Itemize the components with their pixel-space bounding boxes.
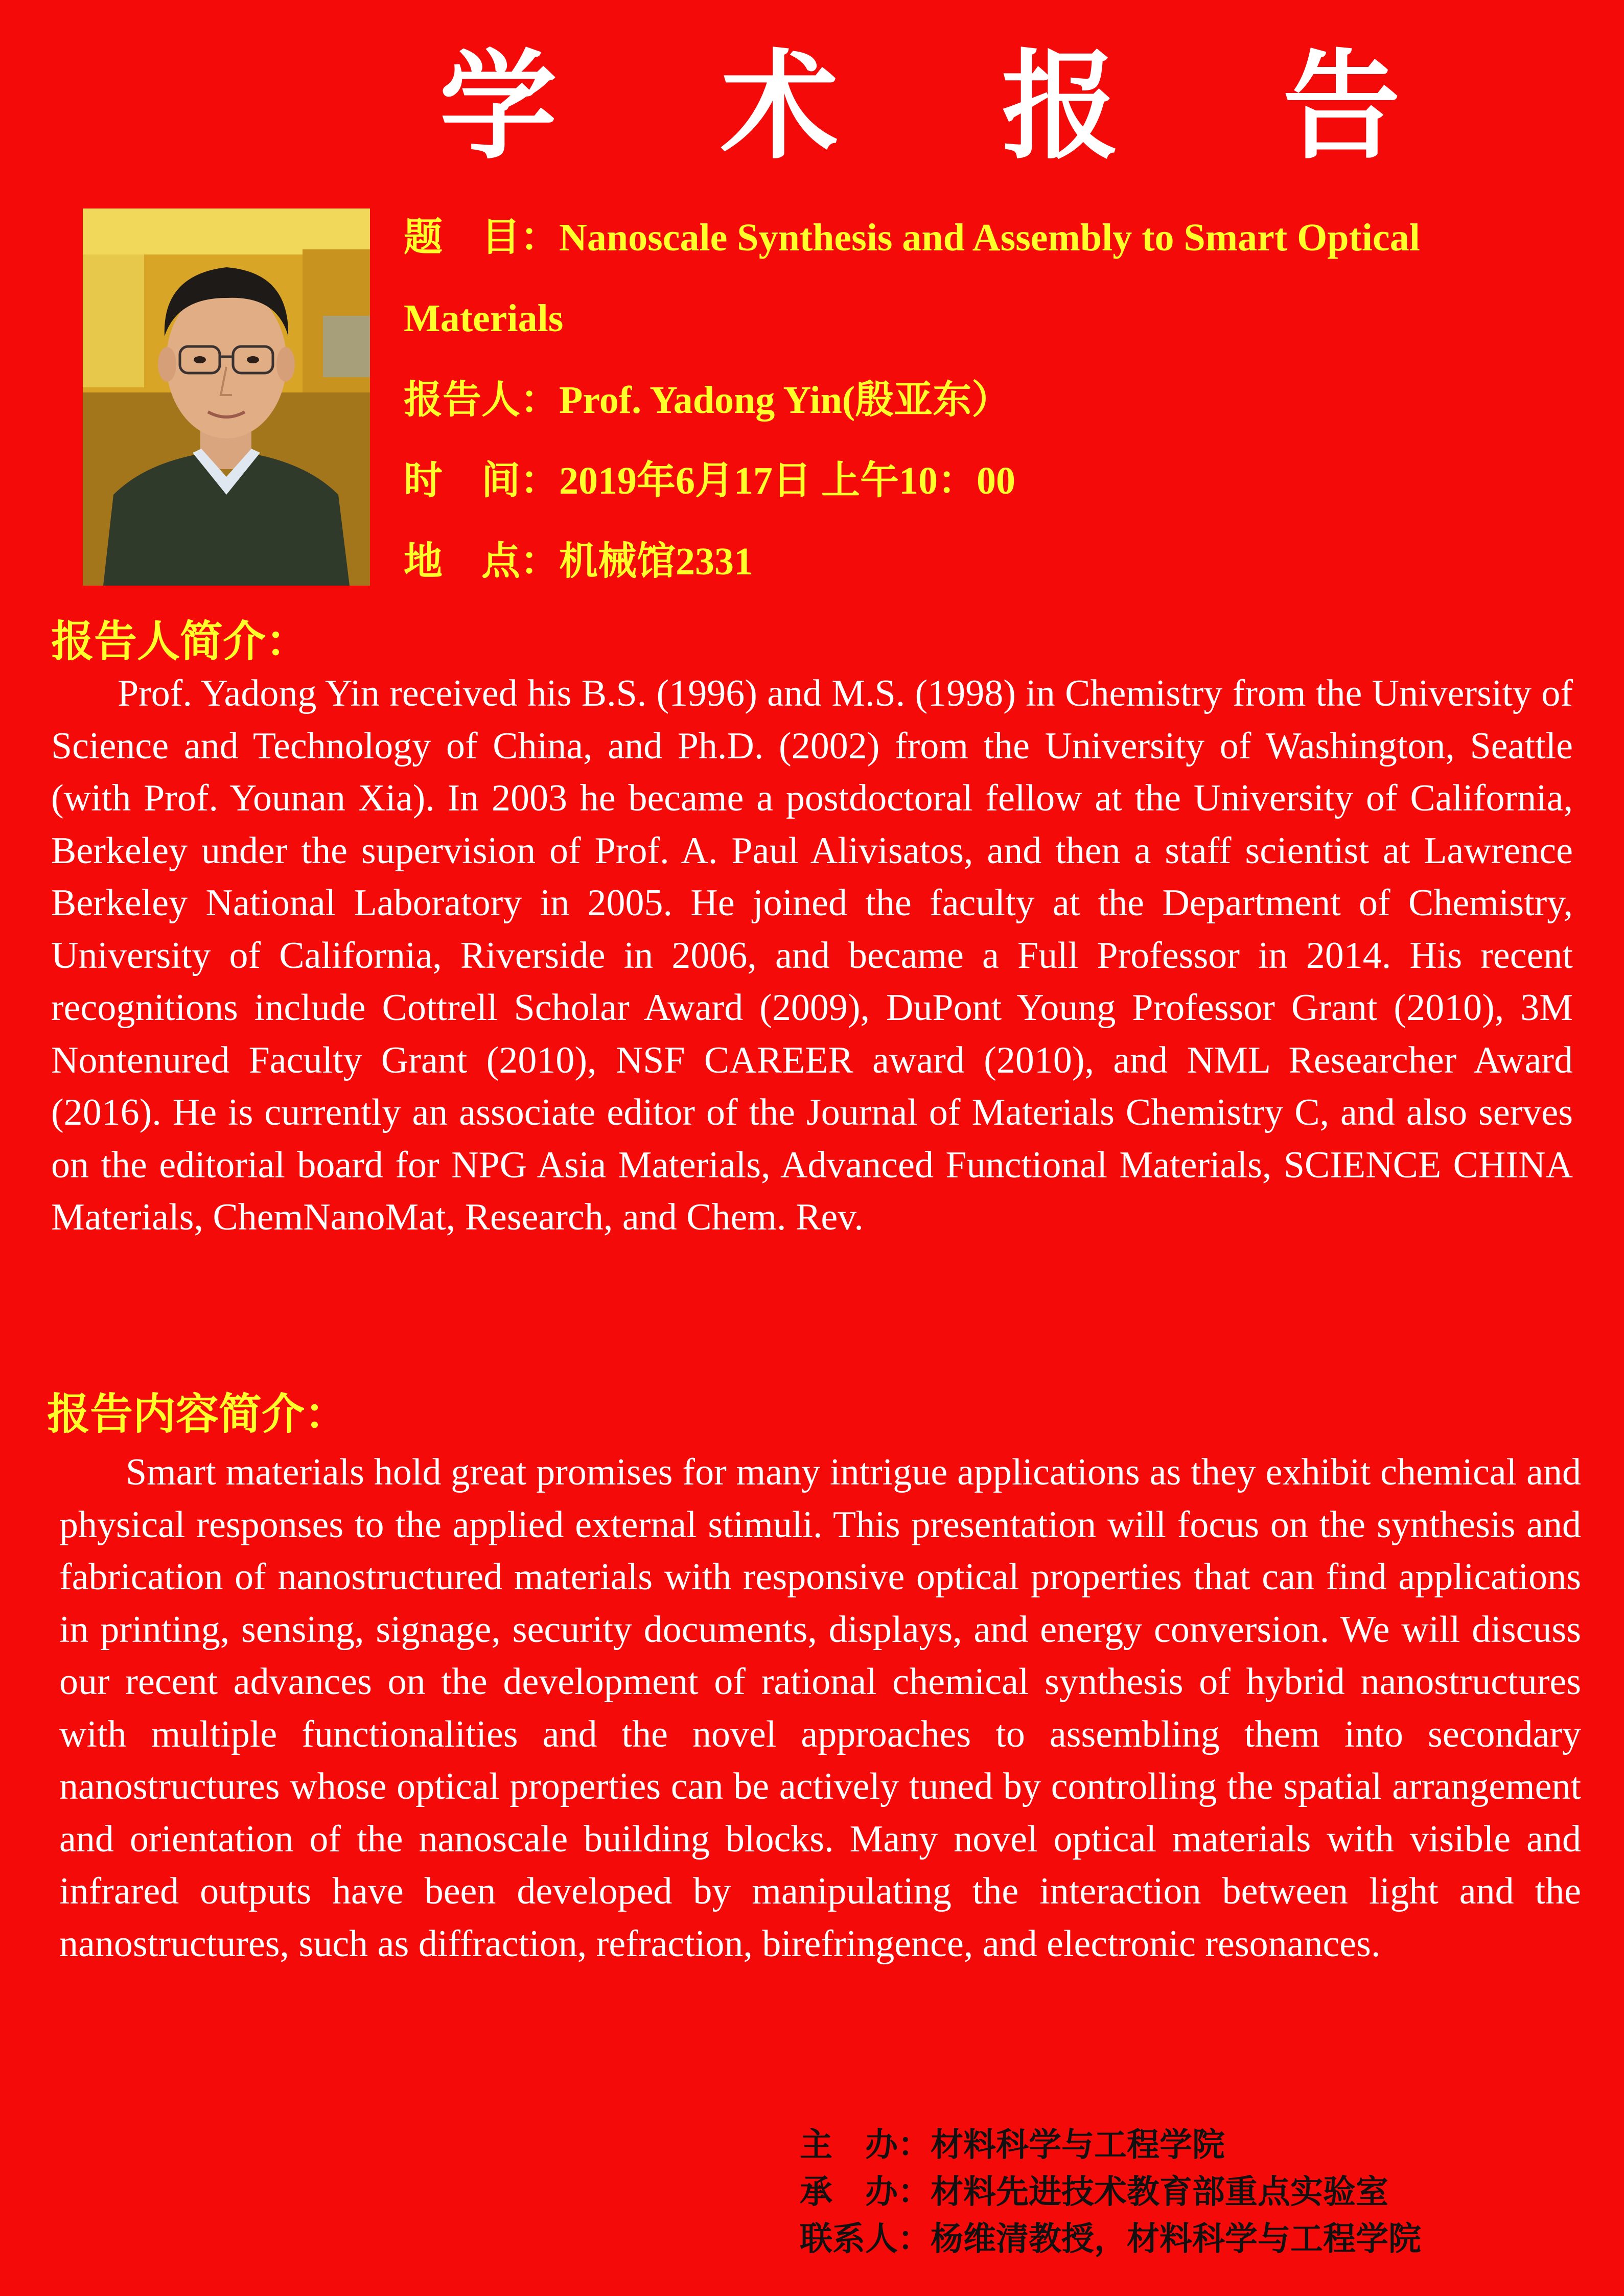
speaker-photo (83, 208, 370, 586)
topic-value-line1: Nanoscale Synthesis and Assembly to Smart Optical (559, 216, 1420, 259)
footer-host: 主 办：材料科学与工程学院 (800, 2126, 1225, 2164)
place-value: 机械馆2331 (559, 540, 753, 583)
speaker-value: Prof. Yadong Yin(殷亚东） (559, 379, 1011, 422)
topic-row (404, 212, 1420, 263)
footer-contact: 联系人：杨维清教授，材料科学与工程学院 (800, 2220, 1421, 2258)
speaker-label: 报告人： (404, 377, 559, 422)
footer-organizer: 承 办：材料先进技术教育部重点实验室 (800, 2173, 1388, 2211)
time-label: 时 间： (404, 457, 559, 503)
abstract-heading: 报告内容简介： (47, 1389, 348, 1439)
topic-row-continued (404, 292, 563, 344)
speaker-row (404, 374, 1010, 426)
topic-label: 题 目： (404, 214, 559, 260)
speaker-portrait-icon (83, 208, 370, 586)
abstract-text: Smart materials hold great promises for many intrigue applications as they exhibit chemical and physical responses to the applied external stimuli. This presentation will focus on the synthesis and fabrication of nanostructured materials with responsive optical properties that can find applications in printing, sensing, signage, security documents, displays, and energy conversion. We will discuss our recent advances on the development of rational chemical synthesis of hybrid nanostructures with multiple functionalities and the novel approaches to assembling them into secondary nanostructures whose optical properties can be actively tuned by controlling the spatial arrangement and orientation of the nanoscale building blocks. Many novel optical materials with visible and infrared outputs have been developed by manipulating the interaction between light and the nanostructures, such as diffraction, refraction, birefringence, and electronic resonances. (59, 1451, 1581, 1965)
bio-heading: 报告人简介： (51, 616, 309, 666)
place-row (404, 536, 753, 587)
place-label: 地 点： (404, 538, 559, 584)
time-value: 2019年6月17日 上午10：00 (559, 459, 1015, 502)
topic-value-line2: Materials (404, 297, 564, 340)
bio-text: Prof. Yadong Yin received his B.S. (1996) and M.S. (1998) in Chemistry from the University of Science and Technology of China, and Ph.D. (2002) from the University of Washington, Seattle (with Prof. Younan Xia). In 2003 he became a postdoctoral fellow at the University of California, Berkeley under the supervision of Prof. A. Paul Alivisatos, and then a staff scientist at Lawrence Berkeley National Laboratory in 2005. He joined the faculty at the Department of Chemistry, University of California, Riverside in 2006, and became a Full Professor in 2014. His recent recognitions include Cottrell Scholar Award (2009), DuPont Young Professor Grant (2010), 3M Nontenured Faculty Grant (2010), NSF CAREER award (2010), and NML Researcher Award (2016). He is currently an associate editor of the Journal of Materials Chemistry C, and also serves on the editorial board for NPG Asia Materials, Advanced Functional Materials, SCIENCE CHINA Materials, ChemNanoMat, Research, and Chem. Rev. (51, 672, 1573, 1238)
poster-title: 学 术 报 告 (439, 39, 1462, 175)
time-row (404, 455, 1015, 506)
